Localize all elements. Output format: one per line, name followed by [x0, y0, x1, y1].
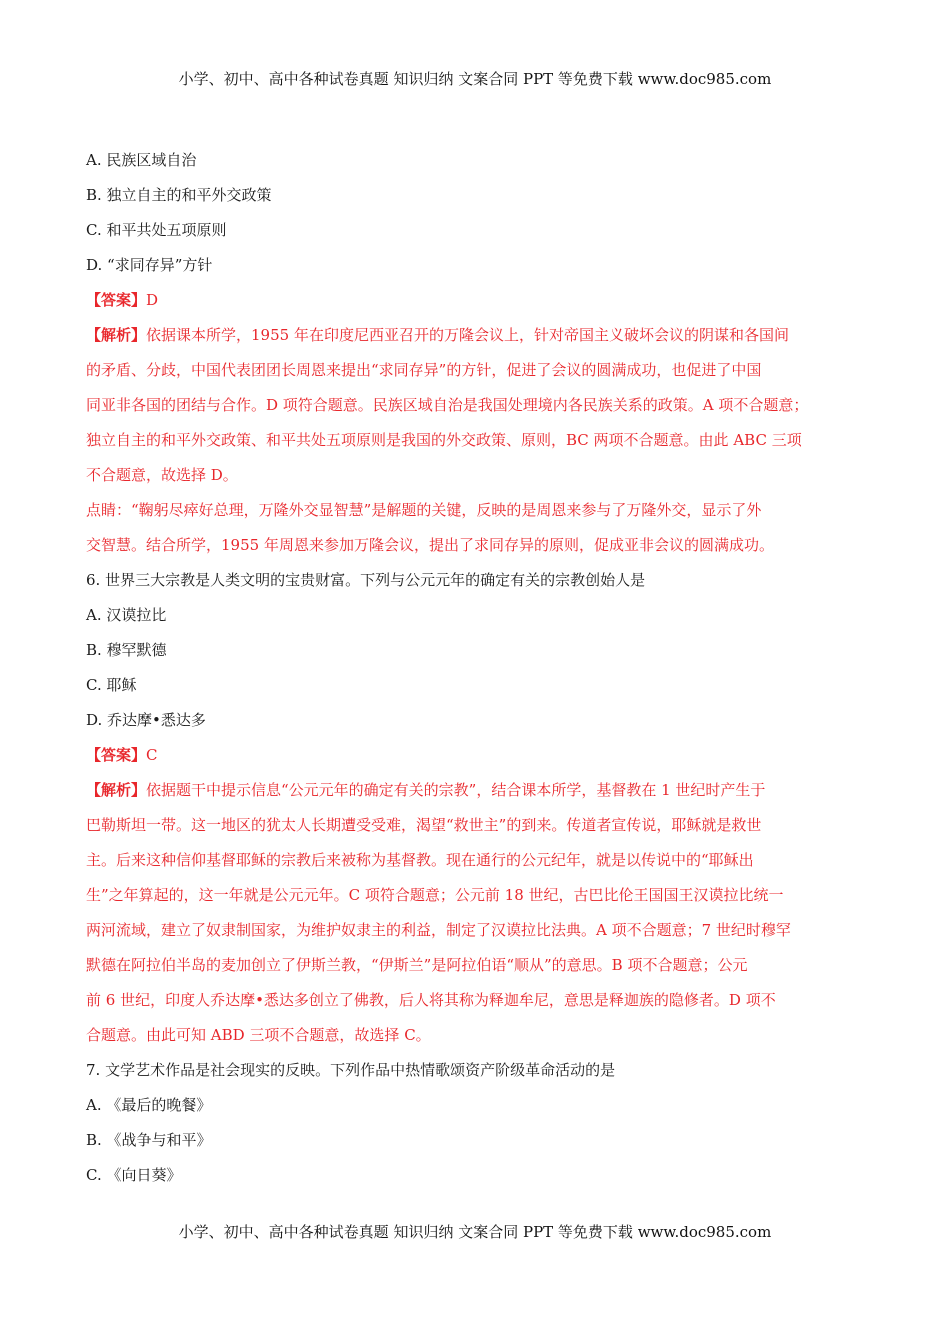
- q5-explanation: [86, 318, 872, 563]
- explanation-line: 合题意。由此可知 ABD 三项不合题意，故选择 C。: [86, 1026, 431, 1044]
- q6-option: A. 汉谟拉比: [86, 606, 167, 624]
- answer-tag: 【答案】: [86, 291, 147, 309]
- q6-answer: [86, 738, 872, 773]
- q7-option: B. 《战争与和平》: [86, 1131, 212, 1149]
- explanation-line: 依据题干中提示信息“公元元年的确定有关的宗教”，结合课本所学，基督教在 1 世纪时产生于: [146, 781, 766, 799]
- q5-option: D. “求同存异”方针: [86, 256, 213, 274]
- q6-stem: 6. 世界三大宗教是人类文明的宝贵财富。下列与公元元年的确定有关的宗教创始人是: [86, 571, 646, 589]
- q5-option: C. 和平共处五项原则: [86, 221, 227, 239]
- q6-option: D. 乔达摩•悉达多: [86, 711, 206, 729]
- explanation-line: 生”之年算起的，这一年就是公元元年。C 项符合题意；公元前 18 世纪，古巴比伦王国国王汉谟拉比统一: [86, 886, 784, 904]
- page-footer: 小学、初中、高中各种试卷真题 知识归纳 文案合同 PPT 等免费下载 www.doc985.com: [178, 1223, 772, 1241]
- explanation-line: 默德在阿拉伯半岛的麦加创立了伊斯兰教，“伊斯兰”是阿拉伯语“顺从”的意思。B 项不合题意；公元: [86, 956, 748, 974]
- answer-value: D: [146, 291, 159, 309]
- page-header: 小学、初中、高中各种试卷真题 知识归纳 文案合同 PPT 等免费下载 www.doc985.com: [178, 70, 772, 88]
- q7-option: A. 《最后的晚餐》: [86, 1096, 212, 1114]
- q6-option: C. 耶稣: [86, 676, 137, 694]
- explanation-line: 主。后来这种信仰基督耶稣的宗教后来被称为基督教。现在通行的公元纪年，就是以传说中的“耶稣出: [86, 851, 754, 869]
- answer-value: C: [146, 746, 158, 764]
- explanation-line: 巴勒斯坦一带。这一地区的犹太人长期遭受受难，渴望“救世主”的到来。传道者宣传说，耶稣就是救世: [86, 816, 762, 834]
- q5-option: B. 独立自主的和平外交政策: [86, 186, 272, 204]
- q6-explanation: [86, 773, 872, 1053]
- explanation-line: 同亚非各国的团结与合作。D 项符合题意。民族区域自治是我国处理境内各民族关系的政策。A 项不合题意；: [86, 396, 809, 414]
- q7-stem: 7. 文学艺术作品是社会现实的反映。下列作品中热情歌颂资产阶级革命活动的是: [86, 1061, 616, 1079]
- q5-answer: [86, 283, 872, 318]
- explanation-line: 两河流域，建立了奴隶制国家，为维护奴隶主的利益，制定了汉谟拉比法典。A 项不合题意；7 世纪时穆罕: [86, 921, 791, 939]
- q5-option: A. 民族区域自治: [86, 151, 197, 169]
- document-body: [86, 143, 872, 1193]
- tip-line: 点睛：“鞠躬尽瘁好总理，万隆外交显智慧”是解题的关键，反映的是周恩来参与了万隆外交，显示了外: [86, 501, 762, 519]
- explanation-line: 依据课本所学，1955 年在印度尼西亚召开的万隆会议上，针对帝国主义破坏会议的阴谋和各国间: [146, 326, 789, 344]
- explanation-line: 前 6 世纪，印度人乔达摩•悉达多创立了佛教，后人将其称为释迦牟尼，意思是释迦族的隐修者。D 项不: [86, 991, 776, 1009]
- q7-option: C. 《向日葵》: [86, 1166, 182, 1184]
- explanation-tag: 【解析】: [86, 781, 147, 799]
- explanation-line: 不合题意，故选择 D。: [86, 466, 238, 484]
- explanation-line: 的矛盾、分歧，中国代表团团长周恩来提出“求同存异”的方针，促进了会议的圆满成功，也促进了中国: [86, 361, 762, 379]
- answer-tag: 【答案】: [86, 746, 147, 764]
- q6-option: B. 穆罕默德: [86, 641, 167, 659]
- explanation-tag: 【解析】: [86, 326, 147, 344]
- explanation-line: 独立自主的和平外交政策、和平共处五项原则是我国的外交政策、原则，BC 两项不合题意。由此 ABC 三项: [86, 431, 802, 449]
- tip-line: 交智慧。结合所学，1955 年周恩来参加万隆会议，提出了求同存异的原则，促成亚非会议的圆满成功。: [86, 536, 774, 554]
